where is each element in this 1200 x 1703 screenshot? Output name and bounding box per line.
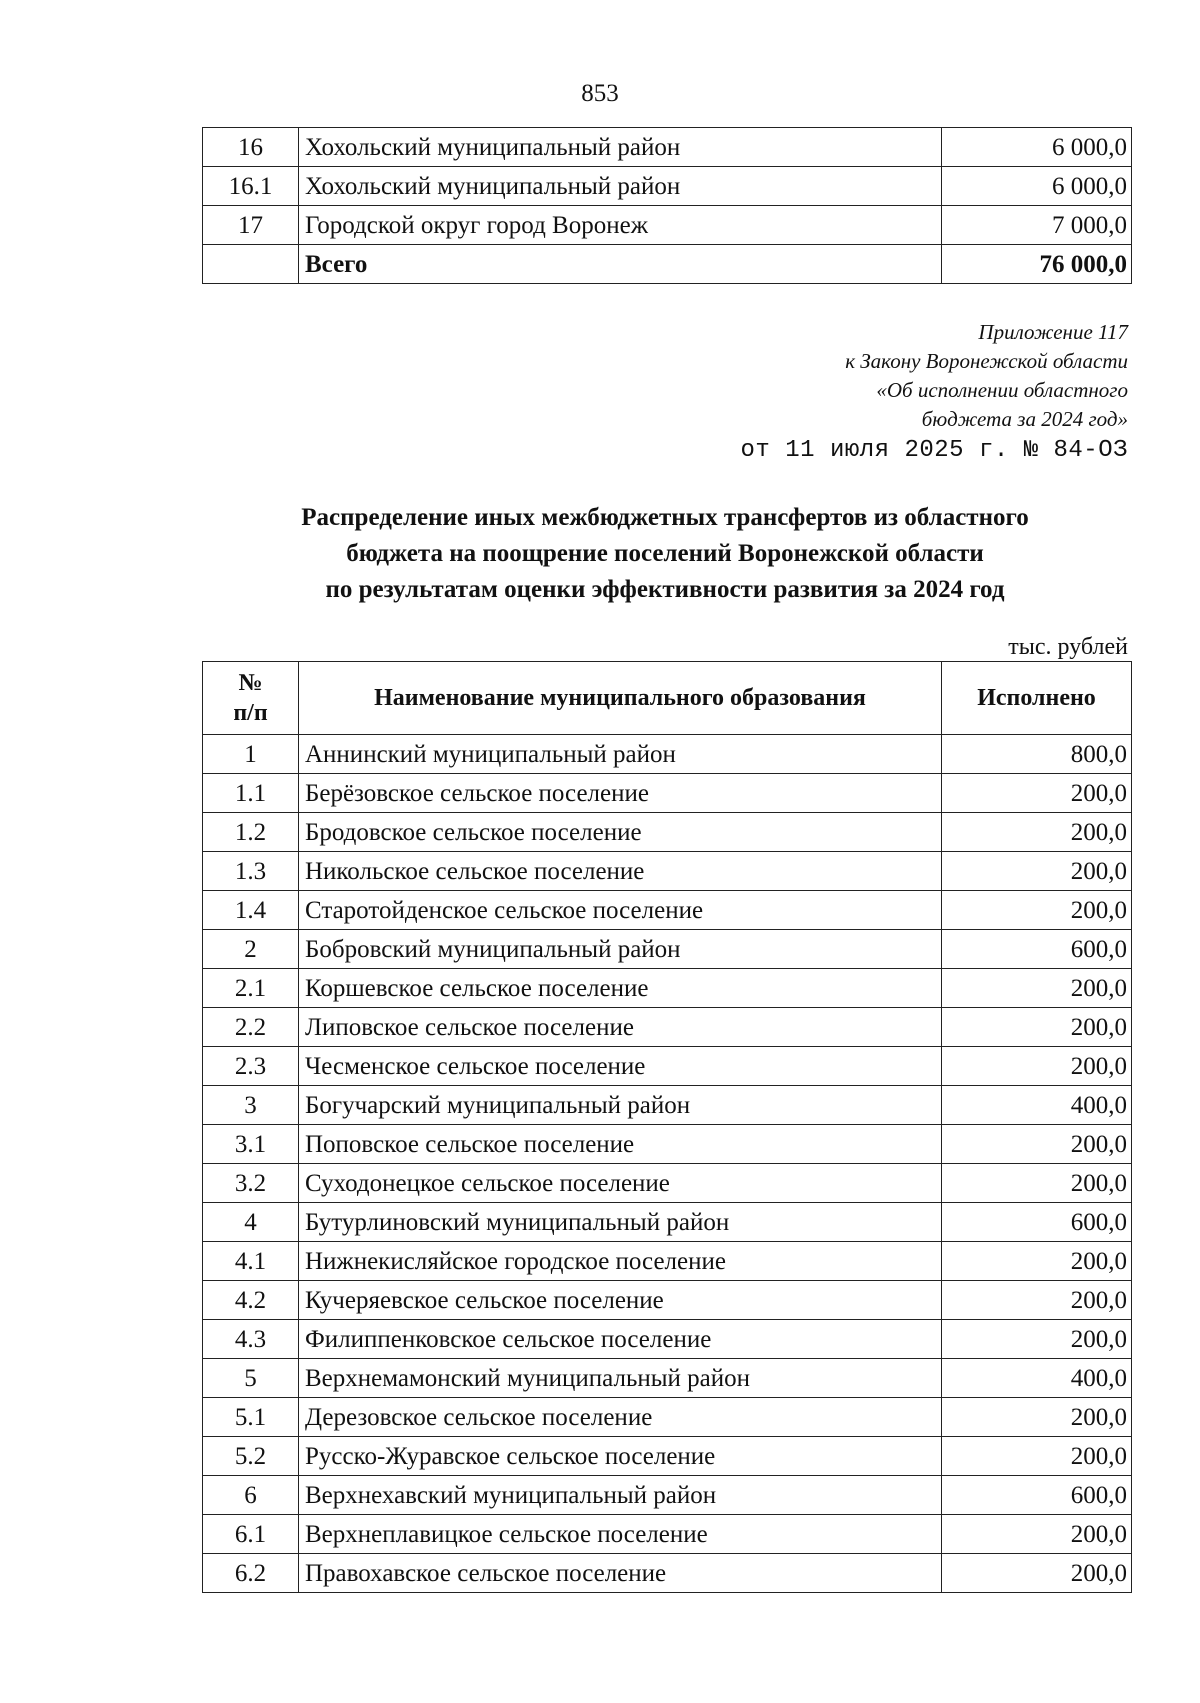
row-name: Бродовское сельское поселение [299,813,942,852]
row-number: 2 [203,930,299,969]
header-number-line1: № [238,670,263,696]
row-name: Кучеряевское сельское поселение [299,1281,942,1320]
row-value: 600,0 [942,1476,1132,1515]
title-line: бюджета на поощрение поселений Воронежской области [346,540,984,567]
row-name: Суходонецкое сельское поселение [299,1164,942,1203]
row-name: Всего [299,245,942,284]
title-line: по результатам оценки эффективности развития за 2024 год [325,576,1005,603]
table-row [203,1515,1132,1554]
row-number: 17 [203,206,299,245]
row-number: 1.2 [203,813,299,852]
unit-label: тыс. рублей [1008,634,1128,660]
document-title [0,500,1200,608]
row-number: 5.1 [203,1398,299,1437]
row-name: Старотойденское сельское поселение [299,891,942,930]
appendix-line: к Закону Воронежской области [845,349,1128,373]
row-value: 6 000,0 [942,167,1132,206]
appendix-line: Приложение 117 [978,320,1128,344]
row-value: 600,0 [942,930,1132,969]
row-value: 800,0 [942,735,1132,774]
row-number: 6.1 [203,1515,299,1554]
row-number: 6 [203,1476,299,1515]
row-value: 200,0 [942,1164,1132,1203]
table-row [203,852,1132,891]
row-value: 7 000,0 [942,206,1132,245]
continuation-table [202,127,1132,284]
table-row [203,1281,1132,1320]
row-number: 5 [203,1359,299,1398]
row-value: 200,0 [942,1515,1132,1554]
row-number: 2.3 [203,1047,299,1086]
row-value: 400,0 [942,1359,1132,1398]
row-number: 2.2 [203,1008,299,1047]
row-name: Филиппенковское сельское поселение [299,1320,942,1359]
row-value: 200,0 [942,1320,1132,1359]
table-row [203,167,1132,206]
row-name: Берёзовское сельское поселение [299,774,942,813]
row-name: Богучарский муниципальный район [299,1086,942,1125]
row-name: Никольское сельское поселение [299,852,942,891]
row-value: 400,0 [942,1086,1132,1125]
row-value: 200,0 [942,1008,1132,1047]
appendix-line: «Об исполнении областного [876,378,1128,402]
row-name: Бутурлиновский муниципальный район [299,1203,942,1242]
row-value: 200,0 [942,774,1132,813]
row-number: 4.3 [203,1320,299,1359]
table-row [203,1398,1132,1437]
row-name: Нижнекисляйское городское поселение [299,1242,942,1281]
appendix-date-stamp: от 11 июля 2025 г. № 84-ОЗ [740,437,1128,464]
table-row [203,969,1132,1008]
row-number: 4.1 [203,1242,299,1281]
distribution-table [202,661,1132,1593]
row-name: Аннинский муниципальный район [299,735,942,774]
table-row [203,1320,1132,1359]
table-row [203,1437,1132,1476]
row-value: 200,0 [942,1047,1132,1086]
row-value: 200,0 [942,1398,1132,1437]
header-executed: Исполнено [942,662,1132,735]
table-row [203,1125,1132,1164]
table-row [203,245,1132,284]
table-row [203,1476,1132,1515]
row-number: 3 [203,1086,299,1125]
header-number-line2: п/п [233,700,268,726]
row-name: Хохольский муниципальный район [299,167,942,206]
row-name: Чесменское сельское поселение [299,1047,942,1086]
row-value: 6 000,0 [942,128,1132,167]
row-name: Дерезовское сельское поселение [299,1398,942,1437]
row-name: Коршевское сельское поселение [299,969,942,1008]
table-row [203,1086,1132,1125]
table-row [203,891,1132,930]
row-value: 200,0 [942,969,1132,1008]
row-value: 200,0 [942,1437,1132,1476]
row-number: 3.2 [203,1164,299,1203]
row-number: 16 [203,128,299,167]
row-number: 1.3 [203,852,299,891]
row-name: Поповское сельское поселение [299,1125,942,1164]
row-number [203,245,299,284]
row-name: Липовское сельское поселение [299,1008,942,1047]
table-row [203,1554,1132,1593]
table-row [203,206,1132,245]
page-number: 853 [581,80,619,107]
row-name: Бобровский муниципальный район [299,930,942,969]
row-number: 1.1 [203,774,299,813]
table-row [203,1203,1132,1242]
table-row [203,1359,1132,1398]
row-value: 200,0 [942,1242,1132,1281]
row-name: Верхнехавский муниципальный район [299,1476,942,1515]
table-row [203,1047,1132,1086]
row-name: Верхнемамонский муниципальный район [299,1359,942,1398]
row-value: 200,0 [942,1281,1132,1320]
title-line: Распределение иных межбюджетных трансфертов из областного [301,504,1029,531]
appendix-note [845,318,1128,434]
row-number: 6.2 [203,1554,299,1593]
table-row [203,735,1132,774]
header-number [203,662,299,735]
table-row [203,1242,1132,1281]
appendix-line: бюджета за 2024 год» [921,407,1128,431]
table-row [203,813,1132,852]
row-number: 1 [203,735,299,774]
row-value: 76 000,0 [942,245,1132,284]
row-number: 16.1 [203,167,299,206]
row-number: 2.1 [203,969,299,1008]
table-row [203,1008,1132,1047]
header-name: Наименование муниципального образования [299,662,942,735]
row-name: Городской округ город Воронеж [299,206,942,245]
table-header-row [203,662,1132,735]
row-value: 200,0 [942,1554,1132,1593]
row-value: 200,0 [942,891,1132,930]
row-name: Правохавское сельское поселение [299,1554,942,1593]
row-value: 200,0 [942,813,1132,852]
table-row [203,128,1132,167]
row-number: 4 [203,1203,299,1242]
row-number: 1.4 [203,891,299,930]
row-value: 200,0 [942,1125,1132,1164]
row-name: Хохольский муниципальный район [299,128,942,167]
row-name: Русско-Журавское сельское поселение [299,1437,942,1476]
row-number: 4.2 [203,1281,299,1320]
row-value: 200,0 [942,852,1132,891]
table-row [203,1164,1132,1203]
table-row [203,930,1132,969]
table-row [203,774,1132,813]
row-number: 5.2 [203,1437,299,1476]
row-value: 600,0 [942,1203,1132,1242]
row-number: 3.1 [203,1125,299,1164]
row-name: Верхнеплавицкое сельское поселение [299,1515,942,1554]
